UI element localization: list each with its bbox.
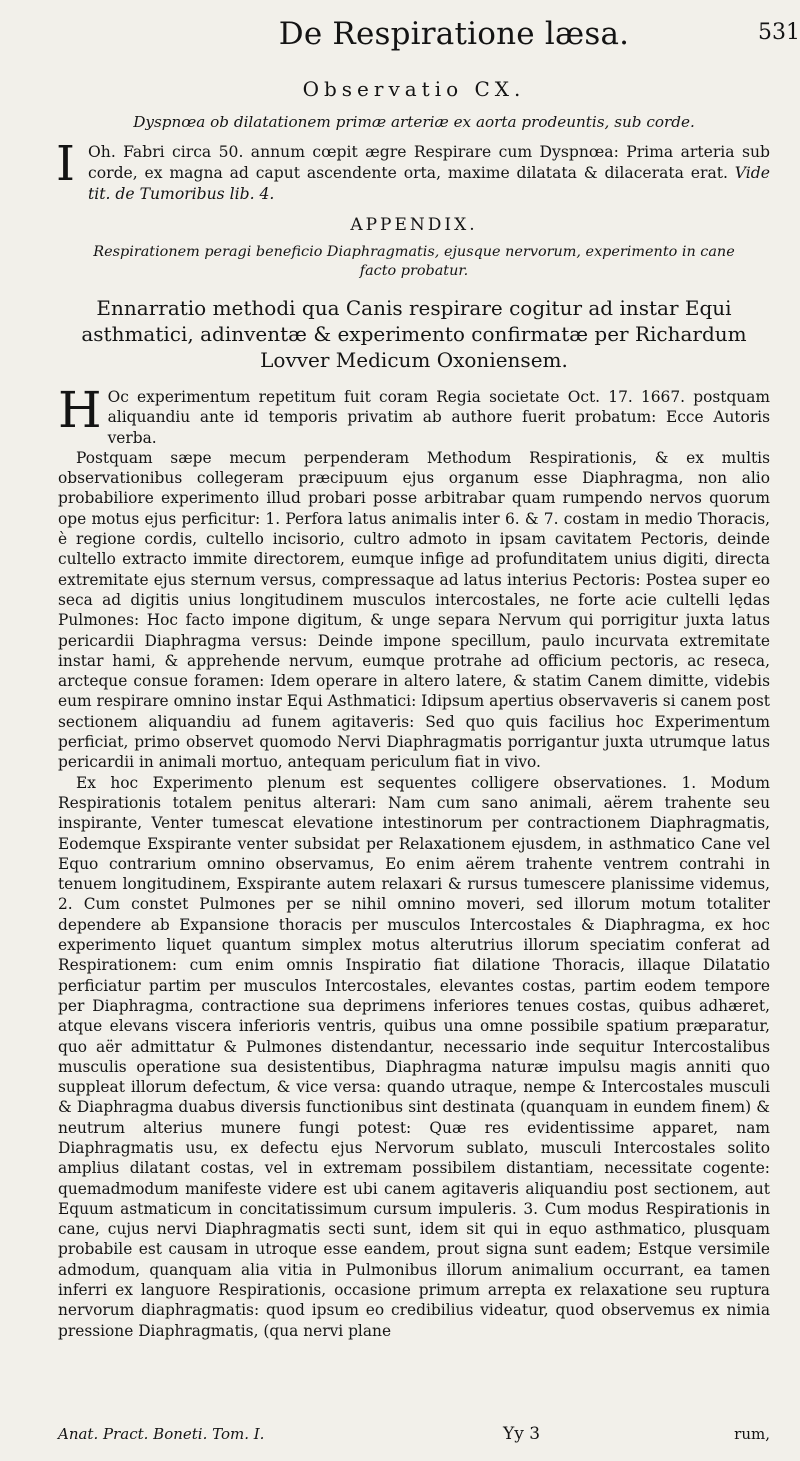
footer-catchword: rum, [734, 1425, 770, 1443]
body-paragraph: Oc experimentum repetitum fuit coram Regia societate Oct. 17. 1667. postquam aliquandiu ante id temporis privatim ab authore fuerit probatum: Ecce Autoris verba. [107, 388, 770, 447]
observation-paragraph [56, 136, 770, 205]
observation-dropcap: I [56, 136, 75, 192]
body-paragraph: Ex hoc Experimento plenum est sequentes colligere observationes. 1. Modum Respirationis totalem penitus alterari: Nam cum sano animali, aërem trahente seu inspirante, Venter tumescat elevatione intestinorum per contractionem Diaphragmatis, Eodemque Exspirante venter subsidat per Relaxationem ejusdem, in asthmatico Cane vel Equo contrarium omnino observamus, Eo enim aërem trahente ventrem contrahi in tenuem longitudinem, Exspirante autem relaxari & rursus tumescere planissime videmus, 2. Cum constet Pulmones per se nihil omnino moveri, sed illorum motum totaliter dependere ab Expansione thoracis per musculos Intercostales & Diaphragma, ex hoc experimento liquet quantum simplex motus alterutrius illorum speciatim conferat ad Respirationem: cum enim omnis Inspiratio fiat dilatione Thoracis, illaque Dilatatio perficiatur partim per musculos Intercostales, elevantes costas, partim eodem tempore per Diaphragma, contractione sua deprimens inferiores tenues costas, quibus adhæret, atque elevans viscera inferioris ventris, quibus una omne possibile spatium præparatur, quo aër admittatur & Pulmones distendantur, necessario inde sequitur Intercostalibus musculis operatione sua desistentibus, Diaphragma naturæ impulsu magis anniti quo suppleat illorum defectum, & vice versa: quando utraque, nempe & Intercostales musculi & Diaphragma duabus diversis functionibus sint destinata (quanquam in eundem finem) & neutrum alterius munere fungi potest: Quæ res evidentissime apparet, nam Diaphragmatis usu, ex defectu ejus Nervorum sublato, musculi Intercostales solito amplius dilatant costas, vel in extremam possibilem distantiam, necessitate cogente: quemadmodum manifeste videre est ubi canem agitaveris aliquandiu post sectionem, aut Equum astmaticum in concitatissimum cursum impuleris. 3. Cum modus Respirationis in cane, cujus nervi Diaphragmatis secti sunt, idem sit qui in equo asthmatico, plusquam probabile est causam in utroque esse eandem, prout signa sunt eadem; Estque versimile admodum, quanquam alia vitia in Pulmonibus illorum animalium occurrant, ea tamen inferri ex languore Respirationis, occasione primum arrepta ex relaxatione seu ruptura nervorum diaphragmatis: quod ipsum eo credibilius videatur, quod observemus ex nimia pressione Diaphragmatis, (qua nervi plane [58, 773, 770, 1340]
running-title: De Respiratione læsa. [278, 16, 630, 52]
observation-text: Oh. Fabri circa 50. annum cœpit ægre Respirare cum Dyspnœa: Prima arteria sub corde, ex magna ad caput ascendente orta, maxime dilatata & dilacerata erat. [88, 143, 770, 182]
appendix-title: APPENDIX. [350, 215, 478, 235]
running-head [178, 14, 730, 54]
appendix-subtitle: Respirationem peragi beneficio Diaphragmatis, ejusque nervorum, experimento in cane facto probatur. [93, 244, 735, 279]
appendix-heading: Ennarratio methodi qua Canis respirare cogitur ad instar Equi asthmatici, adinventæ & experimento confirmatæ per Richardum Lovver Medicum Oxoniensem. [81, 296, 747, 372]
observation-reference: Vide tit. de Tumoribus lib. 4. [88, 164, 770, 203]
footer-signature: Yy 3 [503, 1424, 541, 1444]
page-number: 531 [758, 20, 800, 45]
body-text [58, 381, 770, 1341]
footer-source: Anat. Pract. Boneti. Tom. I. [58, 1425, 265, 1443]
observation-title: Observatio CX. [302, 77, 526, 101]
body-paragraph: Postquam sæpe mecum perpenderam Methodum Respirationis, & ex multis observationibus collegeram præcipuum ejus organum esse Diaphragma, non alio probabiliore experimento illud probari posse arbitrabar quam rumpendo nervos quorum ope motus ejus perficitur: 1. Perfora latus animalis inter 6. & 7. costam in medio Thoracis, è regione cordis, cultello incisorio, cultro admoto in ipsam cavitatem Pectoris, deinde cultello extracto immite directorem, eumque infige ad profunditatem unius digiti, directa extremitate ejus sternum versus, compressaque ad latus interius Pectoris: Postea super eo seca ad digitis unius longitudinem musculos intercostales, ne forte acie cultelli lędas Pulmones: Hoc facto impone digitum, & unge separa Nervum qui porrigitur juxta latus pericardii Diaphragma versus: Deinde impone specillum, paulo incurvata extremitate instar hami, & apprehende nervum, eumque protrahe ad officium pectoris, ac reseca, arcteque consue foramen: Idem operare in altero latere, & statim Canem dimitte, videbis eum respirare omnino instar Equi Asthmatici: Idipsum apertius observaveris si canem post sectionem aliquandiu ad funem agitaveris: Sed quo quis facilius hoc Experimentum perficiat, primo observet quomodo Nervi Diaphragmatis porrigantur juxta utrumque latus pericardii in animali mortuo, antequam periculum fiat in vivo. [58, 448, 770, 772]
body-dropcap: H [58, 381, 102, 439]
observation-subtitle: Dyspnœa ob dilatationem primæ arteriæ ex aorta prodeuntis, sub corde. [133, 113, 695, 131]
